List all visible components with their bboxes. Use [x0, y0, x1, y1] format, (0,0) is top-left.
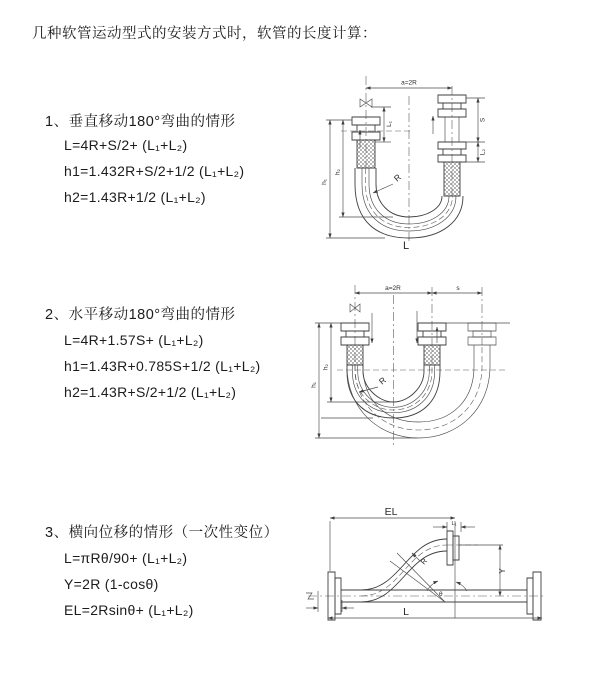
section2-heading: 2、水平移动180°弯曲的情形	[45, 307, 236, 323]
braid-section	[424, 345, 440, 365]
dim-label-l: L	[403, 606, 409, 618]
dim-label-l1: L₁	[386, 121, 393, 127]
diagram-horizontal-180-bend	[310, 283, 598, 463]
section1-formula-L: L=4R+S/2+ (L₁+L₂)	[64, 137, 188, 153]
dim-label-h2: h₂	[334, 168, 342, 176]
dim-label-y: Y	[498, 568, 507, 574]
section2-formula-h2: h2=1.43R+S/2+1/2 (L₁+L₂)	[64, 384, 237, 400]
dim-label-a2r: a=2R	[385, 285, 401, 292]
section1-formula-h2: h2=1.43R+1/2 (L₁+L₂)	[64, 189, 206, 205]
dim-label-s: s	[456, 285, 460, 292]
dim-label-l2: L₂	[479, 148, 487, 156]
length-dimension	[328, 606, 542, 618]
section3-formula-Y: Y=2R (1-cosθ)	[64, 576, 159, 592]
hose-u-bend-displaced	[347, 345, 490, 438]
fitting-length-dimension-left	[371, 107, 393, 142]
dim-label-el: EL	[384, 506, 398, 518]
radius-callout	[373, 172, 403, 193]
height-dimensions	[311, 323, 418, 438]
section3-formula-L: L=πRθ/90+ (L₁+L₂)	[64, 550, 188, 566]
diagram-lateral-displacement	[303, 505, 600, 650]
hose-s-curve	[361, 539, 447, 602]
top-span-dimension	[366, 80, 452, 89]
section2-formula-h1: h1=1.43R+0.785S+1/2 (L₁+L₂)	[64, 358, 261, 374]
el-dimension	[330, 506, 455, 618]
top-span-dimension	[355, 285, 482, 293]
movement-arrows	[372, 311, 437, 343]
braid-section	[444, 162, 460, 196]
dim-label-h1: h₁	[321, 179, 328, 185]
section3-heading: 3、横向位移的情形（一次性变位）	[45, 525, 279, 541]
section3-formula-EL: EL=2Rsinθ+ (L₁+L₂)	[64, 602, 194, 618]
centerlines	[306, 545, 543, 599]
dim-label-h1: h₁	[310, 382, 318, 388]
length-label: L	[402, 240, 410, 252]
dim-label-l1: L₁	[451, 521, 457, 527]
radius-label: R	[418, 556, 430, 567]
fitting-length-dimension-top	[433, 521, 475, 532]
stroke-dimension-right	[461, 98, 487, 162]
radius-label: R	[391, 171, 403, 184]
section2-formula-L: L=4R+1.57S+ (L₁+L₂)	[64, 332, 204, 348]
angle-label: θ	[439, 591, 443, 598]
dim-label-a2r: a=2R	[401, 79, 417, 87]
upper-fitting-displaced-position	[447, 531, 459, 565]
radius-label: R	[376, 374, 388, 387]
fitting-length-dimension-bottom-left	[306, 591, 354, 612]
section1-formula-h1: h1=1.432R+S/2+1/2 (L₁+L₂)	[64, 163, 245, 179]
section1-heading: 1、垂直移动180°弯曲的情形	[45, 114, 236, 130]
dim-label-s: S	[479, 117, 487, 123]
dim-label-h2: h₂	[322, 363, 330, 371]
braid-section	[347, 345, 363, 365]
page-title: 几种软管运动型式的安装方式时，软管的长度计算：	[32, 26, 377, 42]
offset-dimension-y	[459, 545, 507, 596]
diagram-vertical-180-bend	[315, 72, 577, 257]
left-fitting	[352, 117, 380, 168]
